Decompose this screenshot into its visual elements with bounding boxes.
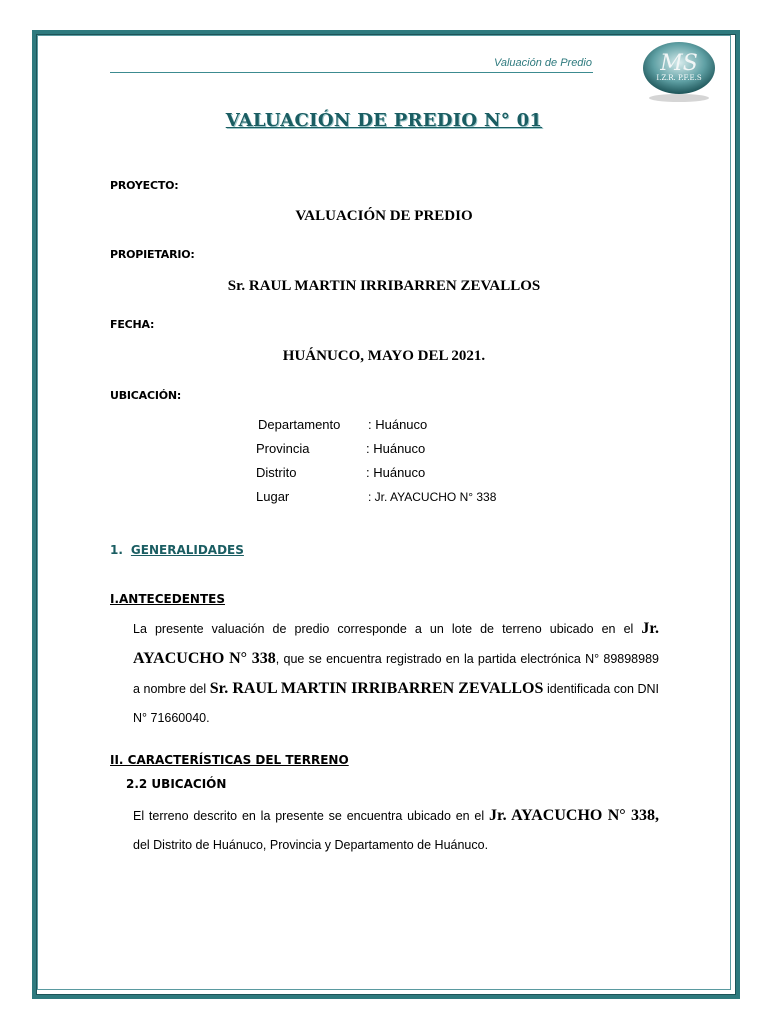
antecedentes-paragraph bbox=[133, 614, 659, 733]
paragraph-bold: Jr. AYACUCHO N° 338, bbox=[488, 807, 660, 824]
ubicacion-paragraph bbox=[133, 801, 659, 860]
location-key: Provincia bbox=[256, 441, 310, 456]
section-number: 1. bbox=[110, 543, 123, 557]
location-value: : Huánuco bbox=[368, 417, 428, 432]
header-rule bbox=[110, 72, 593, 73]
header-title: Valuación de Predio bbox=[493, 57, 592, 69]
paragraph-text: La presente valuación de predio corresponde a un lote de terreno ubicado en el bbox=[133, 622, 642, 636]
section-generalidades bbox=[110, 543, 244, 557]
location-value: : Jr. AYACUCHO N° 338 bbox=[368, 490, 497, 504]
svg-text:I.Z.R. P.F.E.S: I.Z.R. P.F.E.S bbox=[656, 74, 702, 82]
ubicacion-label: UBICACIÓN: bbox=[110, 389, 182, 402]
location-row bbox=[258, 417, 427, 432]
location-row bbox=[256, 441, 425, 456]
svg-text:MS: MS bbox=[660, 51, 698, 76]
location-value: : Huánuco bbox=[366, 465, 426, 480]
location-row bbox=[256, 465, 425, 480]
paragraph-text: , que se encuentra registrado en la partida electrónica N° 89898989 a nombre del bbox=[133, 652, 659, 696]
paragraph-bold: Jr. AYACUCHO N° 338 bbox=[133, 620, 659, 667]
location-key: Departamento bbox=[258, 417, 341, 432]
location-key: Distrito bbox=[256, 465, 297, 480]
location-row bbox=[256, 489, 496, 504]
antecedentes-heading: I.ANTECEDENTES bbox=[110, 592, 225, 606]
paragraph-bold: Sr. RAUL MARTIN IRRIBARREN ZEVALLOS bbox=[209, 680, 544, 697]
fecha-label: FECHA: bbox=[110, 318, 155, 331]
company-logo bbox=[640, 40, 718, 102]
proyecto-label: PROYECTO: bbox=[110, 179, 179, 192]
location-key: Lugar bbox=[256, 489, 290, 504]
proyecto-value: VALUACIÓN DE PREDIO bbox=[295, 208, 473, 224]
fecha-value: HUÁNUCO, MAYO DEL 2021. bbox=[282, 348, 486, 364]
propietario-label: PROPIETARIO: bbox=[110, 248, 195, 261]
paragraph-text: del Distrito de Huánuco, Provincia y Departamento de Huánuco. bbox=[133, 838, 489, 852]
propietario-value: Sr. RAUL MARTIN IRRIBARREN ZEVALLOS bbox=[227, 278, 541, 294]
section-title: GENERALIDADES bbox=[130, 543, 244, 557]
location-value: : Huánuco bbox=[366, 441, 426, 456]
ubicacion-subheading: 2.2 UBICACIÓN bbox=[126, 777, 227, 791]
paragraph-text: El terreno descrito en la presente se encuentra ubicado en el bbox=[133, 809, 489, 823]
paragraph-text: identificada con DNI N° 71660040. bbox=[133, 682, 660, 725]
document-title: VALUACIÓN DE PREDIO N° 01 bbox=[225, 110, 543, 131]
caracteristicas-heading: II. CARACTERÍSTICAS DEL TERRENO bbox=[110, 753, 349, 767]
